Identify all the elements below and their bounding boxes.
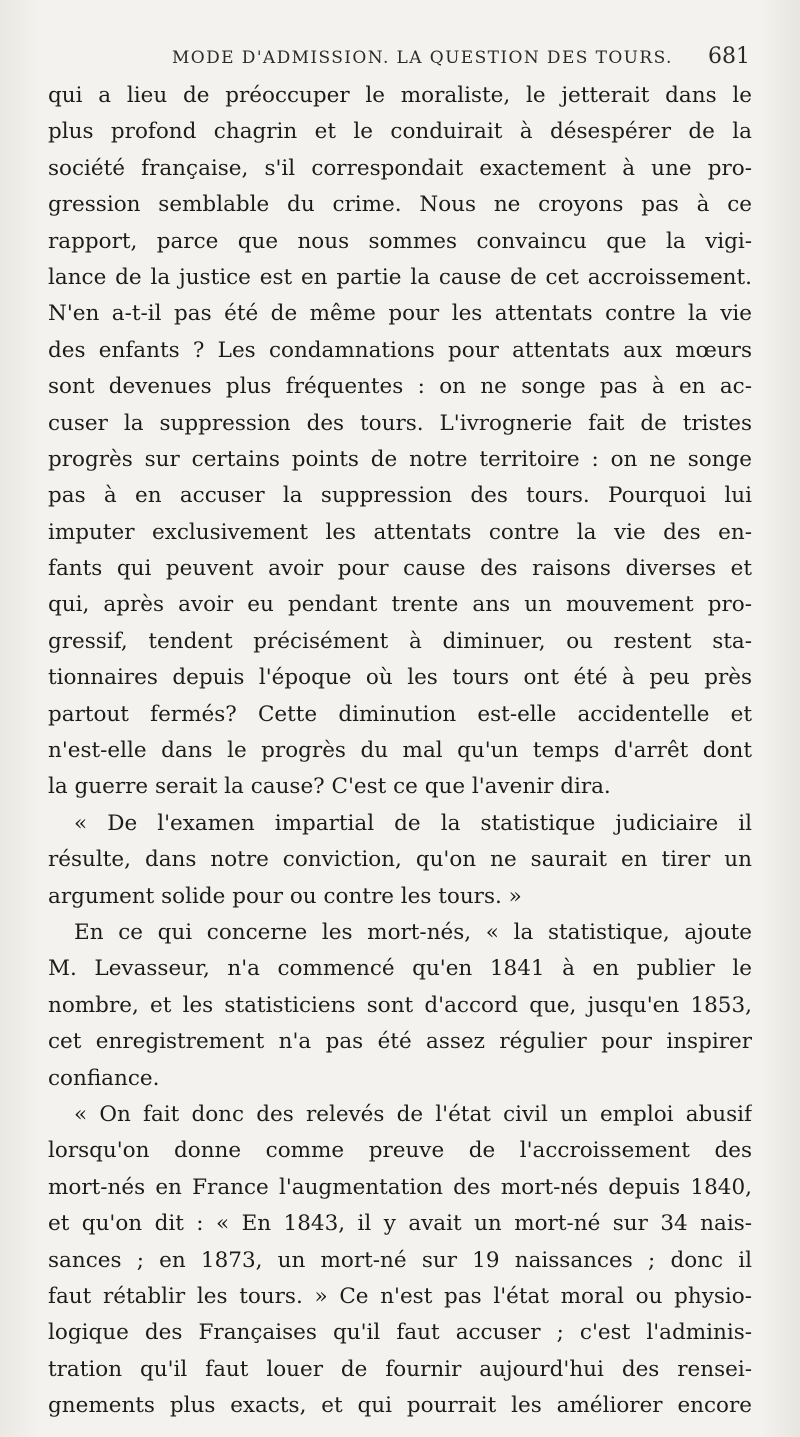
text-line: gnements plus exacts, et qui pourrait les améliorer encore <box>48 1393 752 1419</box>
text-line: partout fermés? Cette diminution est-elle accidentelle et <box>48 701 752 727</box>
text-line: M. Levasseur, n'a commencé qu'en 1841 à en publier le <box>48 956 752 982</box>
text-line: mort-nés en France l'augmentation des mort-nés depuis 1840, <box>48 1174 752 1200</box>
text-line: société française, s'il correspondait exactement à une pro- <box>48 155 752 181</box>
text-line: des enfants ? Les condamnations pour attentats aux mœurs <box>48 337 752 363</box>
text-line: lance de la justice est en partie la cause de cet accroissement. <box>48 264 752 290</box>
page-number: 681 <box>708 44 750 69</box>
text-line: résulte, dans notre conviction, qu'on ne saurait en tirer un <box>48 847 752 873</box>
text-line: plus profond chagrin et le conduirait à désespérer de la <box>48 119 752 145</box>
text-line: et qu'on dit : « En 1843, il y avait un mort-né sur 34 nais- <box>48 1211 752 1237</box>
running-head: MODE D'ADMISSION. LA QUESTION DES TOURS. <box>172 48 673 68</box>
text-line: imputer exclusivement les attentats contre la vie des en- <box>48 519 752 545</box>
text-line: « De l'examen impartial de la statistique judiciaire il <box>74 810 752 836</box>
text-line: rapport, parce que nous sommes convaincu que la vigi- <box>48 228 752 254</box>
text-line: nombre, et les statisticiens sont d'accord que, jusqu'en 1853, <box>48 992 752 1018</box>
text-line: progrès sur certains points de notre territoire : on ne songe <box>48 446 752 472</box>
text-line: gressif, tendent précisément à diminuer, ou restent sta- <box>48 628 752 654</box>
body-text <box>48 78 752 1424</box>
text-line: la guerre serait la cause? C'est ce que l'avenir dira. <box>48 774 611 800</box>
text-line: fants qui peuvent avoir pour cause des raisons diverses et <box>48 556 752 582</box>
page-header <box>0 42 800 76</box>
text-line: confiance. <box>48 1065 160 1091</box>
text-line: argument solide pour ou contre les tours. » <box>48 883 522 909</box>
text-line: qui, après avoir eu pendant trente ans un mouvement pro- <box>48 592 752 618</box>
text-line: gression semblable du crime. Nous ne croyons pas à ce <box>48 192 752 218</box>
text-line: qui a lieu de préoccuper le moraliste, le jetterait dans le <box>48 83 752 108</box>
text-line: pas à en accuser la suppression des tours. Pourquoi lui <box>48 483 752 509</box>
text-line: tionnaires depuis l'époque où les tours ont été à peu près <box>48 665 752 691</box>
text-line: n'est-elle dans le progrès du mal qu'un temps d'arrêt dont <box>48 738 752 764</box>
text-line: tration qu'il faut louer de fournir aujourd'hui des rensei- <box>48 1356 752 1382</box>
text-line: lorsqu'on donne comme preuve de l'accroissement des <box>48 1138 752 1164</box>
text-line: cuser la suppression des tours. L'ivrognerie fait de tristes <box>48 410 752 436</box>
text-line: logique des Françaises qu'il faut accuser ; c'est l'adminis- <box>48 1320 752 1346</box>
text-line: faut rétablir les tours. » Ce n'est pas l'état moral ou physio- <box>48 1283 752 1309</box>
text-line: sances ; en 1873, un mort-né sur 19 naissances ; donc il <box>48 1247 752 1273</box>
text-line: sont devenues plus fréquentes : on ne songe pas à en ac- <box>48 374 752 400</box>
text-line: cet enregistrement n'a pas été assez régulier pour inspirer <box>48 1029 752 1055</box>
text-line: En ce qui concerne les mort-nés, « la statistique, ajoute <box>74 919 752 945</box>
text-line: N'en a-t-il pas été de même pour les attentats contre la vie <box>48 301 752 327</box>
text-line: « On fait donc des relevés de l'état civil un emploi abusif <box>74 1101 752 1127</box>
